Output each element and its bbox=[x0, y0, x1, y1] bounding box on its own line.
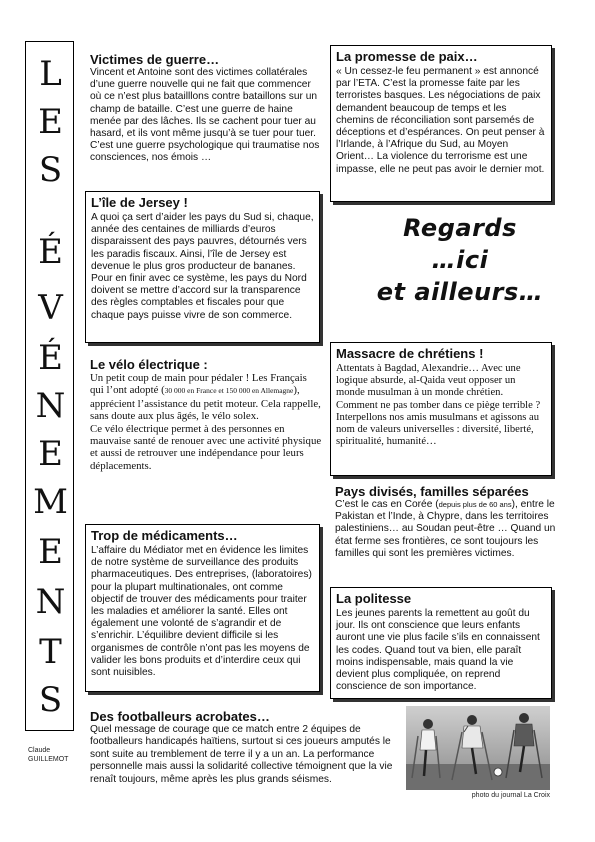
body-small-text: depuis plus de 60 ans bbox=[438, 500, 512, 509]
article-body: A quoi ça sert d’aider les pays du Sud si, chaque, année des centaines de milliards d’euros disparaissent des pays pauvres, détournés vers les paradis fiscaux. Ainsi, l’île de Jersey est devenue le plus gros producteur de bananes. Pour en finir avec ce système, les pays du Nord doivent se mettre d’accord sur la transparence des règles comptables et fiscales pour que chaque pays puisse vivre de son commerce. bbox=[91, 212, 314, 321]
article-body: L’affaire du Médiator met en évidence les limites de notre système de surveillance des produits pharmaceutiques. Des entreprises, (laboratoires) pour la plupart multinationales, ont comme objectif de trouver des médicaments pour traiter les maladies et améliorer la santé. Elles ont également une volonté de s’agrandir et de s’enrichir. L’équilibre devient difficile si les organismes de contrôle n’ont pas les moyens de valider les bons produits et d’interdire ceux qui sont nuisibles. bbox=[91, 545, 312, 679]
headline-line: et ailleurs… bbox=[376, 278, 544, 306]
article-title: L’île de Jersey ! bbox=[91, 195, 188, 210]
article-body: « Un cessez-le feu permanent » est annoncé par l’ETA. C’est la promesse faite par les terroristes basques. Les négociations de paix demandent beaucoup de temps et les chemins de réconciliation sont parsemés de déceptions et d’espérances. On peut penser à l’Irlande, à l’Afrique du Sud, au Moyen Orient… La violence du terrorisme est une impasse, elle ne peut pas avoir le dernier mot. bbox=[336, 66, 545, 175]
article-body: Les jeunes parents la remettent au goût du jour. Ils ont conscience que leurs enfants auront une vie plus facile s’ils en connaissent les codes. Quand tout va bien, elle paraît moins indispensable, mais quand la vie devient plus compliquée, on reprend conscience de son importance. bbox=[336, 608, 540, 693]
article-pays bbox=[335, 484, 560, 560]
article-body: Attentats à Bagdad, Alexandrie… Avec une logique absurde, al-Qaida veut opposer un monde musulman à un monde chrétien. Comment ne pas tomber dans ce piège terrible ? Interpellons nos amis musulmans et agissons au nom de valeurs universelles : diversité, liberté, spiritualité, humanité… bbox=[336, 363, 541, 448]
article-title: Trop de médicaments… bbox=[91, 528, 238, 543]
article-title: La politesse bbox=[336, 591, 412, 606]
article-massacre bbox=[330, 342, 552, 476]
author-credit bbox=[28, 746, 68, 764]
article-paix bbox=[330, 45, 552, 202]
article-title: Le vélo électrique : bbox=[90, 357, 208, 372]
title-letter: N bbox=[35, 582, 66, 622]
title-letter: T bbox=[39, 632, 62, 672]
headline-regards bbox=[350, 212, 570, 308]
body-text: ), entre le Pakistan et l’Inde, à Chypre, dans les territoires palestiniens… au Soudan peut-être … Quand un état ferme ses frontières, ce sont toujours les familles qui sont les premières victimes. bbox=[335, 499, 556, 559]
amputee-footballers-image bbox=[406, 706, 550, 790]
body-text: Un petit coup de main pour pédaler ! Les Français qui l’ont adopté ( bbox=[90, 372, 307, 397]
article-victimes bbox=[90, 52, 325, 165]
body-small-text: 30 000 en France et 150 000 en Allemagne bbox=[164, 386, 294, 396]
headline-line: Regards bbox=[403, 214, 517, 242]
title-letter: N bbox=[35, 386, 66, 426]
article-jersey bbox=[85, 191, 320, 343]
article-medicaments bbox=[85, 524, 320, 692]
article-title: Massacre de chrétiens ! bbox=[336, 346, 484, 361]
title-letter: É bbox=[38, 338, 63, 378]
article-politesse bbox=[330, 587, 552, 699]
author-lastname: GUILLEMOT bbox=[28, 756, 69, 763]
title-letter: L bbox=[39, 54, 62, 94]
body-text: ), apprécient l’assistance du petit moteur. Cela rappelle, sans doute aux plus âgés, le vélo solex. bbox=[90, 384, 321, 423]
title-letter: S bbox=[38, 150, 63, 190]
article-title: Pays divisés, familles séparées bbox=[335, 484, 529, 499]
title-letter: M bbox=[33, 482, 68, 522]
photo-caption: photo du journal La Croix bbox=[471, 792, 550, 799]
title-letter: V bbox=[38, 288, 63, 328]
article-body bbox=[335, 499, 560, 560]
title-letter: E bbox=[38, 434, 63, 474]
article-body: Vincent et Antoine sont des victimes collatérales d’une guerre nouvelle qui ne fait que commencer où ce n’est plus batailllons contre bataillons sur un champ de bataille. C’est une guerre de haine menée par des lâches. Ils se cachent pour tuer au hasard, et ils vont même jusqu’à se tuer pour tuer. C’est une guerre psychologique qui traumatise nos consciences, nos émois … bbox=[90, 67, 320, 164]
headline-line: …ici bbox=[431, 246, 489, 274]
article-footballeurs bbox=[90, 709, 400, 786]
title-letter: E bbox=[38, 532, 63, 572]
article-body bbox=[90, 372, 322, 423]
football-photo bbox=[406, 706, 550, 790]
vertical-title-frame bbox=[25, 41, 74, 731]
article-title: Des footballeurs acrobates… bbox=[90, 709, 270, 724]
author-firstname: Claude bbox=[28, 747, 51, 754]
article-velo bbox=[90, 357, 322, 472]
article-title: La promesse de paix… bbox=[336, 49, 478, 64]
article-body: Quel message de courage que ce match entre 2 équipes de footballeurs handicapés haïtiens, surtout si ces joueurs amputés le sont suite au tremblement de terre il y a un an. La performance personnelle mais aussi la solidarité collective témoignent que la vie renaît toujours, même après les plus grands séismes. bbox=[90, 724, 393, 785]
article-title: Victimes de guerre… bbox=[90, 52, 220, 67]
body-text: C’est le cas en Corée ( bbox=[335, 499, 439, 510]
title-letter: E bbox=[38, 102, 63, 142]
title-letter: É bbox=[38, 232, 63, 272]
title-letter: S bbox=[38, 680, 63, 720]
article-body: Ce vélo électrique permet à des personnes en mauvaise santé de renouer avec une activité physique et aussi de retrouver une indépendance pour leurs déplacements. bbox=[90, 422, 322, 472]
